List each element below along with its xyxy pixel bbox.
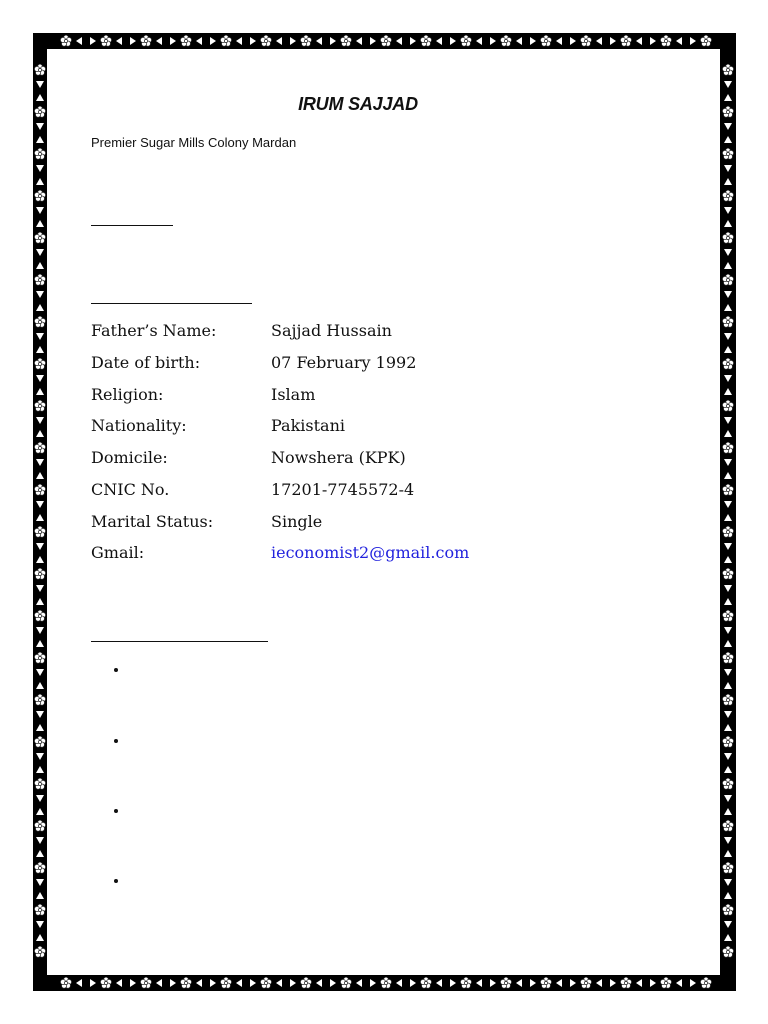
- info-value: 07 February 1992: [271, 353, 417, 372]
- info-row-date-of-birth: [91, 353, 611, 379]
- info-row-gmail: [91, 543, 611, 569]
- info-label: Religion:: [91, 385, 164, 404]
- info-value: Nowshera (KPK): [271, 448, 406, 467]
- info-label: Domicile:: [91, 448, 168, 467]
- info-label: Nationality:: [91, 416, 187, 435]
- info-value: Islam: [271, 385, 316, 404]
- email-link[interactable]: ieconomist2@gmail.com: [271, 543, 470, 562]
- section-underline: [91, 641, 268, 642]
- info-value: 17201-7745572-4: [271, 480, 415, 499]
- info-value: Sajjad Hussain: [271, 321, 392, 340]
- section-underline: [91, 225, 173, 226]
- list-bullet: [112, 877, 120, 885]
- info-value: Single: [271, 512, 323, 531]
- list-bullet: [112, 807, 120, 815]
- list-bullet: [112, 666, 120, 674]
- applicant-name: IRUM SAJJAD: [298, 94, 418, 114]
- info-label: CNIC No.: [91, 480, 170, 499]
- info-row-marital-status: [91, 512, 611, 538]
- info-row-domicile: [91, 448, 611, 474]
- section-underline: [91, 303, 252, 304]
- info-row-nationality: [91, 416, 611, 442]
- info-label: Father’s Name:: [91, 321, 217, 340]
- list-bullet: [112, 737, 120, 745]
- info-row-fathers-name: [91, 321, 611, 347]
- info-label: Marital Status:: [91, 512, 214, 531]
- info-label: Gmail:: [91, 543, 145, 562]
- info-value: Pakistani: [271, 416, 345, 435]
- info-row-cnic: [91, 480, 611, 506]
- info-row-religion: [91, 385, 611, 411]
- info-label: Date of birth:: [91, 353, 201, 372]
- applicant-address: Premier Sugar Mills Colony Mardan: [91, 135, 297, 150]
